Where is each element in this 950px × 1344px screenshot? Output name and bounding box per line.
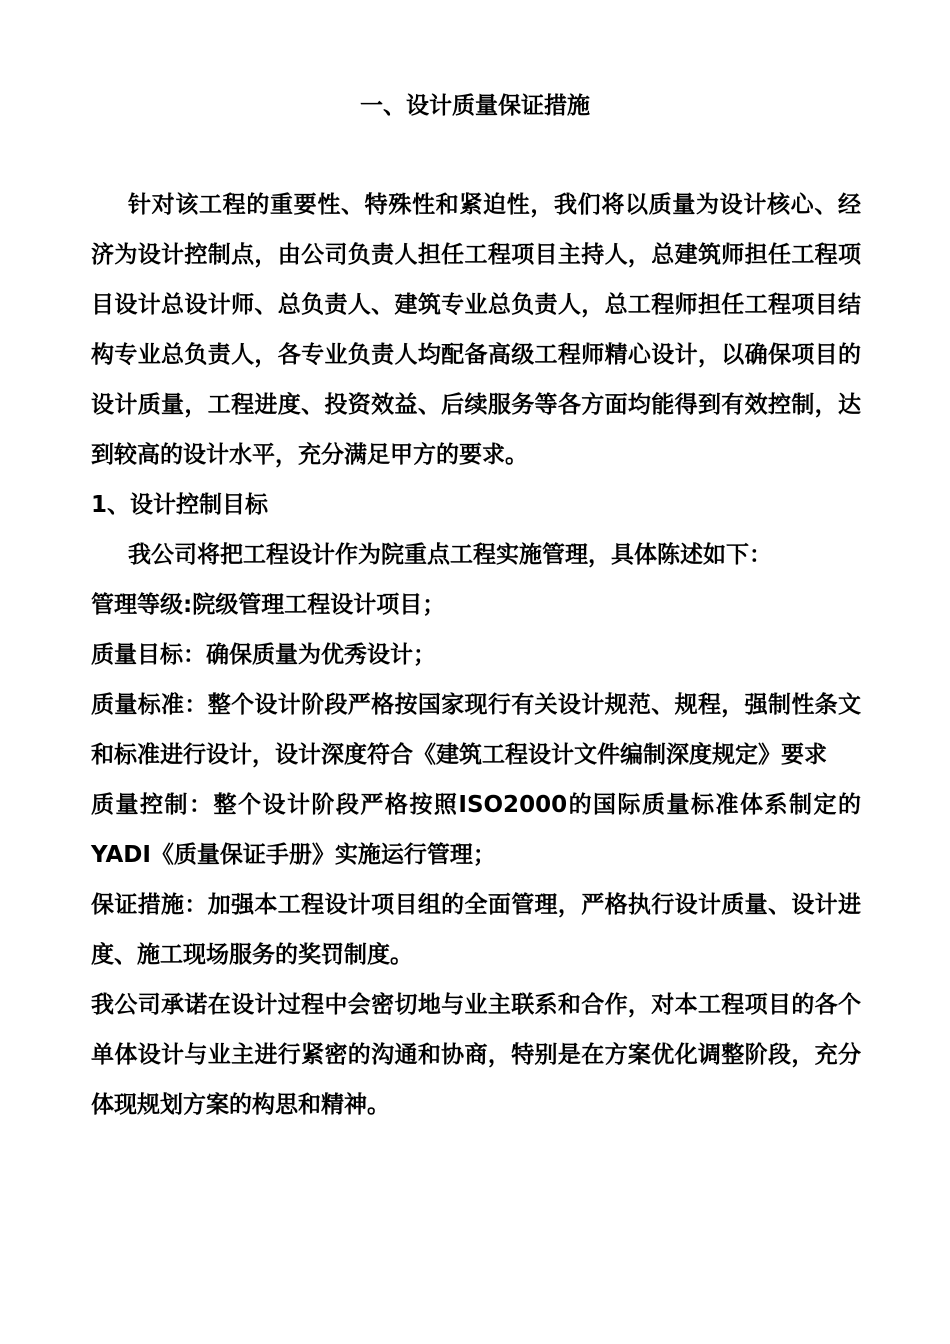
document-body [91, 180, 861, 1130]
quality-standard-item: 质量标准：整个设计阶段严格按国家现行有关设计规范、规程，强制性条文和标准进行设计，设计深度符合《建筑工程设计文件编制深度规定》要求 [91, 692, 861, 768]
commitment-paragraph: 我公司承诺在设计过程中会密切地与业主联系和合作，对本工程项目的各个单体设计与业主进行紧密的沟通和协商，特别是在方案优化调整阶段，充分体现规划方案的构思和精神。 [91, 992, 861, 1118]
section-heading: 1、设计控制目标 [91, 492, 269, 518]
guarantee-measures-item: 保证措施：加强本工程设计项目组的全面管理，严格执行设计质量、设计进度、施工现场服务的奖罚制度。 [91, 892, 861, 968]
management-level-item: 管理等级:院级管理工程设计项目； [91, 592, 446, 618]
intro-paragraph: 针对该工程的重要性、特殊性和紧迫性，我们将以质量为设计核心、经济为设计控制点，由公司负责人担任工程项目主持人，总建筑师担任工程项目设计总设计师、总负责人、建筑专业总负责人，总工程师担任工程项目结构专业总负责人，各专业负责人均配备高级工程师精心设计，以确保项目的设计质量，工程进度、投资效益、后续服务等各方面均能得到有效控制，达到较高的设计水平，充分满足甲方的要求。 [91, 192, 861, 468]
quality-goal-item: 质量目标：确保质量为优秀设计； [91, 642, 436, 668]
section-lead-paragraph: 我公司将把工程设计作为院重点工程实施管理，具体陈述如下： [128, 542, 772, 568]
quality-control-item: 质量控制：整个设计阶段严格按照ISO2000的国际质量标准体系制定的YADI《质量保证手册》实施运行管理； [91, 792, 861, 868]
document-title: 一、设计质量保证措施 [360, 93, 590, 119]
